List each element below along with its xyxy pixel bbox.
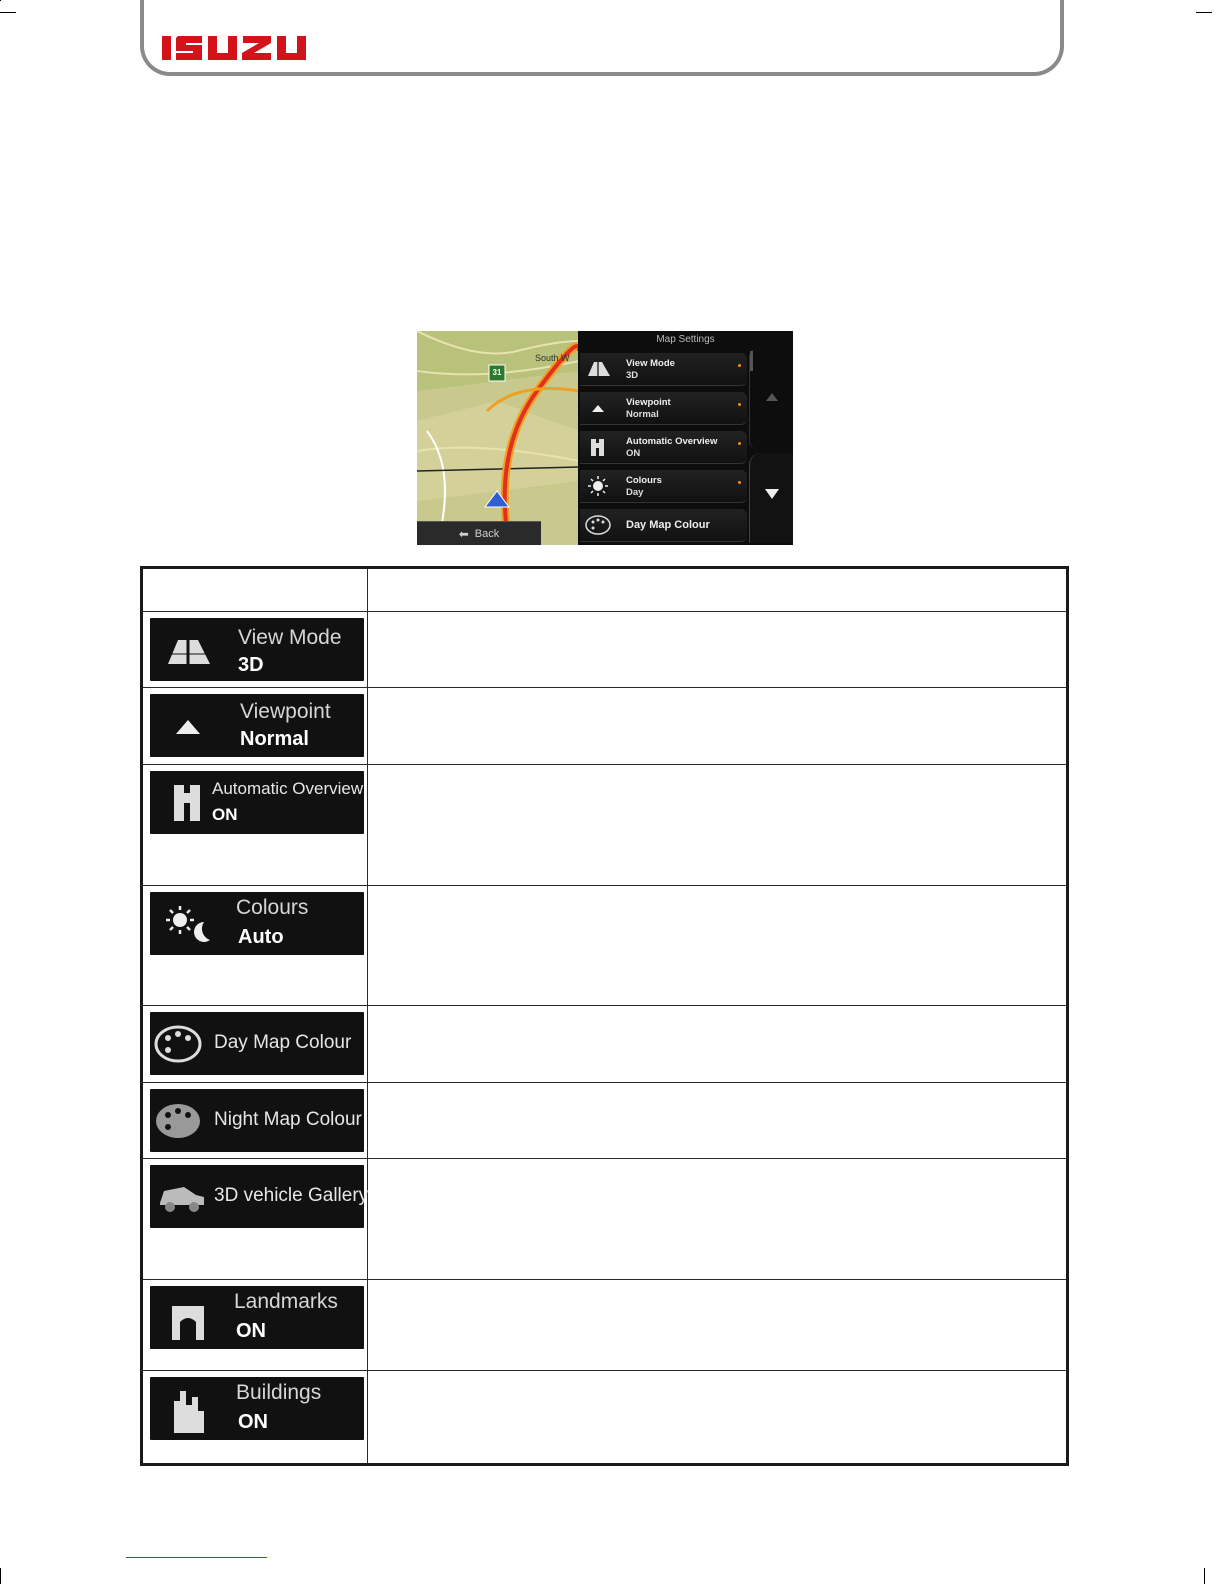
setting-title: Day Map Colour: [626, 519, 710, 531]
palette-icon: [152, 1097, 210, 1145]
map-place-label: South W: [535, 353, 570, 363]
button-title: Night Map Colour: [214, 1109, 362, 1130]
footer-link-underline: [126, 1557, 267, 1558]
colours-button[interactable]: [150, 892, 364, 955]
crop-mark-left: [0, 0, 1, 1]
button-value: Normal: [240, 728, 309, 750]
setting-view-mode[interactable]: [580, 353, 747, 386]
day-map-colour-button[interactable]: [150, 1012, 364, 1075]
button-title: Day Map Colour: [214, 1032, 352, 1053]
sun-moon-icon: [158, 900, 216, 948]
button-title: Automatic Overview: [212, 779, 364, 798]
viewpoint-arrow-icon: [158, 702, 216, 750]
button-value: ON: [236, 1320, 266, 1342]
car-icon: [154, 1173, 212, 1221]
button-cell: [142, 1280, 368, 1371]
description-cell: [368, 612, 1068, 688]
button-title: Viewpoint: [240, 700, 331, 723]
header-cell-button: [142, 568, 368, 612]
option-dot: [738, 403, 741, 406]
arch-icon: [158, 1294, 216, 1342]
setting-title: View Mode: [626, 358, 675, 369]
crop-mark-top-right: [1196, 12, 1212, 13]
palette-icon: [152, 1020, 210, 1068]
landmarks-button[interactable]: [150, 1286, 364, 1349]
night-map-colour-button[interactable]: [150, 1089, 364, 1152]
button-value: ON: [212, 805, 238, 824]
road-3d-icon: [584, 358, 612, 380]
table-row: [142, 1006, 1068, 1083]
description-cell: [368, 688, 1068, 765]
button-title: Colours: [236, 896, 309, 919]
table-row: [142, 1159, 1068, 1280]
map-settings-table: [140, 566, 1069, 1466]
buildings-button[interactable]: [150, 1377, 364, 1440]
setting-day-map-colour[interactable]: [580, 509, 747, 542]
table-row: [142, 612, 1068, 688]
button-title: Buildings: [236, 1381, 322, 1404]
setting-title: Colours: [626, 475, 662, 486]
automatic-overview-button[interactable]: [150, 771, 364, 834]
description-cell: [368, 1371, 1068, 1465]
3d-vehicle-gallery-button[interactable]: [150, 1165, 369, 1228]
table-row: [142, 1280, 1068, 1371]
crop-mark-bottom-right: [1204, 1568, 1205, 1584]
viewpoint-button[interactable]: [150, 694, 364, 757]
crop-mark-top-left: [0, 12, 16, 13]
header-cell-description: [368, 568, 1068, 612]
scroll-down-button[interactable]: [749, 453, 793, 543]
button-value: ON: [238, 1411, 268, 1433]
description-cell: [368, 1280, 1068, 1371]
setting-value: Normal: [626, 409, 659, 420]
binoculars-icon: [158, 779, 216, 827]
setting-viewpoint[interactable]: [580, 392, 747, 425]
settings-panel: [578, 331, 793, 545]
description-cell: [368, 886, 1068, 1006]
palette-icon: [584, 514, 612, 536]
setting-title: Automatic Overview: [626, 436, 718, 447]
button-cell: [142, 1083, 368, 1159]
button-value: 3D: [238, 654, 264, 676]
crop-mark-bottom-left: [0, 1568, 1, 1584]
triangle-down-icon: [750, 453, 793, 543]
table-row: [142, 1083, 1068, 1159]
road-3d-icon: [158, 626, 216, 674]
view-mode-button[interactable]: [150, 618, 364, 681]
setting-title: Viewpoint: [626, 397, 671, 408]
button-title: 3D vehicle Gallery: [214, 1185, 369, 1206]
table-row: [142, 688, 1068, 765]
description-cell: [368, 1006, 1068, 1083]
setting-colours[interactable]: [580, 470, 747, 503]
sun-icon: [584, 475, 612, 497]
setting-value: ON: [626, 448, 641, 459]
scroll-up-button[interactable]: [749, 349, 793, 449]
button-cell: [142, 1159, 368, 1280]
map-shield: 31: [492, 368, 502, 377]
binoculars-icon: [584, 436, 612, 458]
button-title: Landmarks: [234, 1290, 338, 1313]
back-arrow-icon: ⬅: [458, 527, 469, 541]
table-row: [142, 1371, 1068, 1465]
option-dot: [738, 481, 741, 484]
button-cell: [142, 1371, 368, 1465]
setting-automatic-overview[interactable]: [580, 431, 747, 464]
button-value: Auto: [238, 926, 284, 948]
button-cell: [142, 1006, 368, 1083]
button-cell: [142, 612, 368, 688]
button-cell: [142, 886, 368, 1006]
triangle-up-icon: [750, 349, 793, 449]
back-button-label: Back: [474, 528, 500, 540]
panel-title: Map Settings: [656, 334, 715, 345]
table-header-row: [142, 568, 1068, 612]
map-view: [417, 331, 579, 545]
map-settings-screenshot: [417, 331, 793, 545]
option-dot: [738, 442, 741, 445]
table-row: [142, 886, 1068, 1006]
description-cell: [368, 1159, 1068, 1280]
buildings-icon: [158, 1385, 216, 1433]
description-cell: [368, 1083, 1068, 1159]
setting-value: Day: [626, 487, 644, 498]
setting-value: 3D: [626, 370, 639, 381]
option-dot: [738, 364, 741, 367]
isuzu-logo: [160, 32, 312, 69]
button-title: View Mode: [238, 626, 342, 649]
button-cell: [142, 688, 368, 765]
table-row: [142, 765, 1068, 886]
back-button[interactable]: [417, 521, 541, 545]
viewpoint-arrow-icon: [584, 397, 612, 419]
description-cell: [368, 765, 1068, 886]
button-cell: [142, 765, 368, 886]
